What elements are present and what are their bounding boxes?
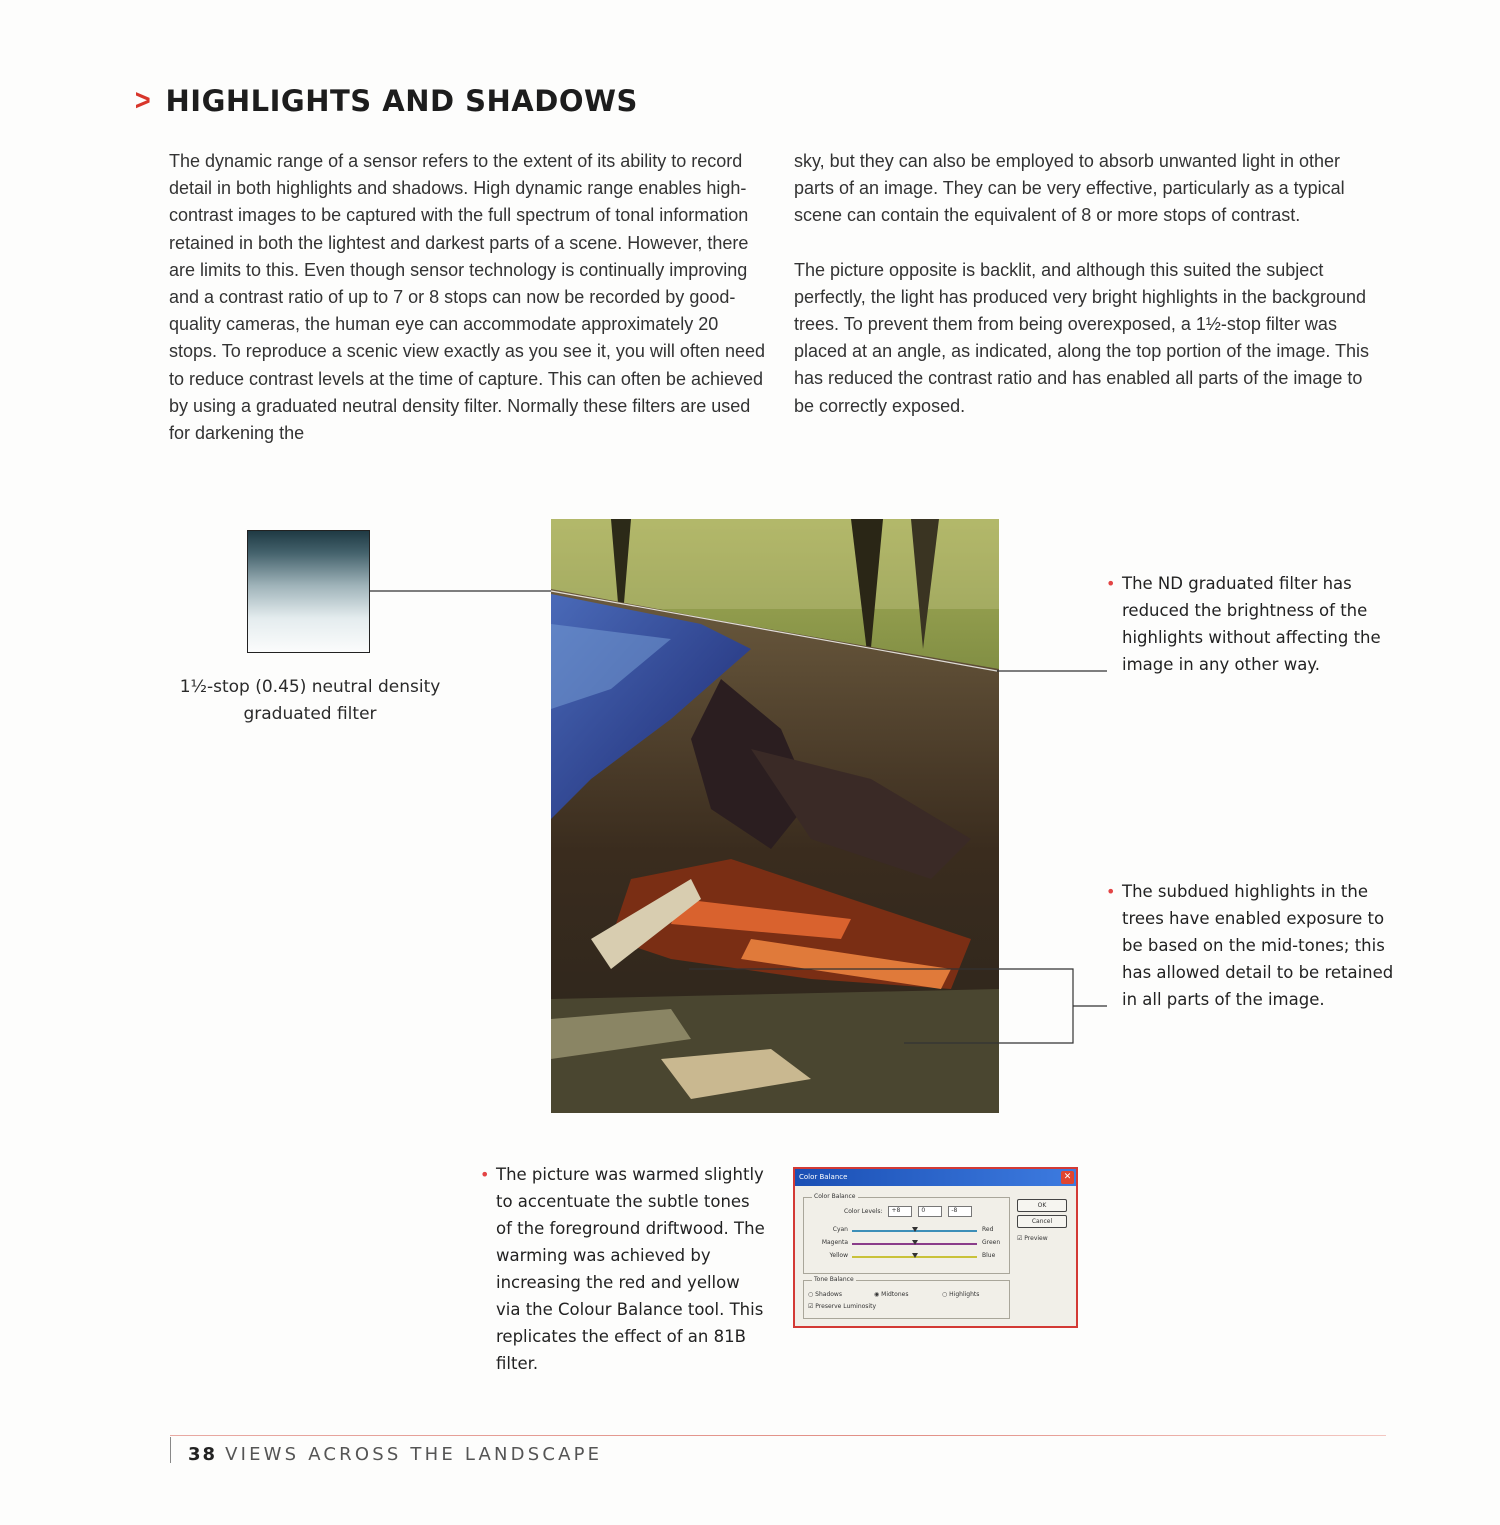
slider-right-label: Green (982, 1239, 1001, 1246)
slider-row-magenta-green (804, 1239, 1009, 1249)
levels-label: Color Levels: (844, 1208, 883, 1215)
body-paragraph-3: The picture opposite is backlit, and although this suited the subject perfectly, the light has produced very bright highlights in the background trees. To prevent them from being overexposed, a 1½-stop filter was placed at an angle, as indicated, along the top portion of the image. This has reduced the contrast ratio and has enabled all parts of the image to be correctly exposed. (794, 259, 1370, 416)
level-input-magenta-green[interactable]: 0 (918, 1206, 942, 1217)
slider-left-label: Cyan (832, 1226, 848, 1233)
running-title: VIEWS ACROSS THE LANDSCAPE (225, 1444, 603, 1465)
callout-note-warming (480, 1161, 766, 1377)
level-input-cyan-red[interactable]: +8 (888, 1206, 912, 1217)
checkbox-preview[interactable]: ☑ Preview (1017, 1235, 1048, 1242)
slider-row-yellow-blue (804, 1252, 1009, 1262)
group-label: Tone Balance (814, 1276, 854, 1283)
bullet-icon: • (1106, 882, 1116, 901)
checkbox-label: Preserve Luminosity (815, 1303, 876, 1310)
color-balance-dialog (793, 1167, 1078, 1328)
slider-left-label: Yellow (829, 1252, 848, 1259)
note-text: The ND graduated filter has reduced the brightness of the highlights without affecting the image in any other way. (1122, 574, 1381, 674)
group-label: Color Balance (814, 1193, 856, 1200)
slider-left-label: Magenta (821, 1239, 848, 1246)
radio-label: Highlights (949, 1291, 980, 1298)
bullet-icon: • (480, 1165, 490, 1184)
ok-button[interactable]: OK (1017, 1199, 1067, 1212)
slider-row-cyan-red (804, 1226, 1009, 1236)
body-paragraph-1: The dynamic range of a sensor refers to the extent of its ability to record detail in both highlights and shadows. High dynamic range enables high-contrast images to be captured with the full spectrum of tonal information retained in both the lightest and darkest parts of a scene. However, there are limits to this. Even though sensor technology is continually improving and a contrast ratio of up to 7 or 8 stops can now be recorded by good-quality cameras, the human eye can accommodate approximately 20 stops. To reproduce a scenic view exactly as you see it, you will often need to reduce contrast levels at the time of capture. This can often be achieved by using a graduated neutral density filter. Normally these filters are used for darkening the (169, 151, 765, 444)
callout-bracket-note2 (689, 969, 1073, 1043)
page-footer (188, 1444, 602, 1465)
callout-note-nd-filter (1106, 570, 1382, 678)
note-text: The subdued highlights in the trees have enabled exposure to be based on the mid-tones; this has allowed detail to be retained in all parts of the image. (1122, 882, 1394, 1009)
close-icon[interactable]: ✕ (1061, 1171, 1074, 1184)
radio-highlights[interactable]: ○ Highlights (942, 1291, 980, 1298)
radio-label: Shadows (815, 1291, 842, 1298)
radio-midtones[interactable]: ◉ Midtones (874, 1291, 909, 1298)
bullet-icon: • (1106, 574, 1116, 593)
callout-note-highlights (1106, 878, 1397, 1013)
color-levels-row (844, 1206, 972, 1217)
color-balance-group (803, 1193, 1010, 1274)
slider-thumb[interactable] (912, 1253, 918, 1258)
page-title: HIGHLIGHTS AND SHADOWS (165, 84, 638, 118)
checkbox-preserve-luminosity[interactable]: ☑ Preserve Luminosity (808, 1303, 876, 1310)
note-text: The picture was warmed slightly to accentuate the subtle tones of the foreground driftwood. The warming was achieved by increasing the red and yellow via the Colour Balance tool. This replicates the effect of an 81B filter. (496, 1165, 765, 1373)
radio-label: Midtones (881, 1291, 909, 1298)
slider-right-label: Red (982, 1226, 994, 1233)
body-paragraph-2: sky, but they can also be employed to absorb unwanted light in other parts of an image. They can be very effective, particularly as a typical scene can contain the equivalent of 8 or more stops of contrast. (794, 151, 1345, 226)
cancel-button[interactable]: Cancel (1017, 1215, 1067, 1228)
page-number: 38 (188, 1444, 218, 1465)
filter-caption: 1½-stop (0.45) neutral density graduated filter (179, 677, 441, 724)
radio-shadows[interactable]: ○ Shadows (808, 1291, 842, 1298)
slider-thumb[interactable] (912, 1240, 918, 1245)
checkbox-label: Preview (1024, 1235, 1048, 1242)
level-input-yellow-blue[interactable]: -8 (948, 1206, 972, 1217)
slider-thumb[interactable] (912, 1227, 918, 1232)
footer-rule (170, 1435, 1386, 1436)
slider-right-label: Blue (982, 1252, 996, 1259)
callout-line-filter-angle (551, 591, 997, 671)
heading-arrow-icon: > (134, 84, 151, 117)
dialog-titlebar (795, 1169, 1076, 1186)
dialog-title: Color Balance (799, 1173, 848, 1181)
footer-tick (170, 1437, 171, 1463)
tone-balance-group (803, 1276, 1010, 1319)
